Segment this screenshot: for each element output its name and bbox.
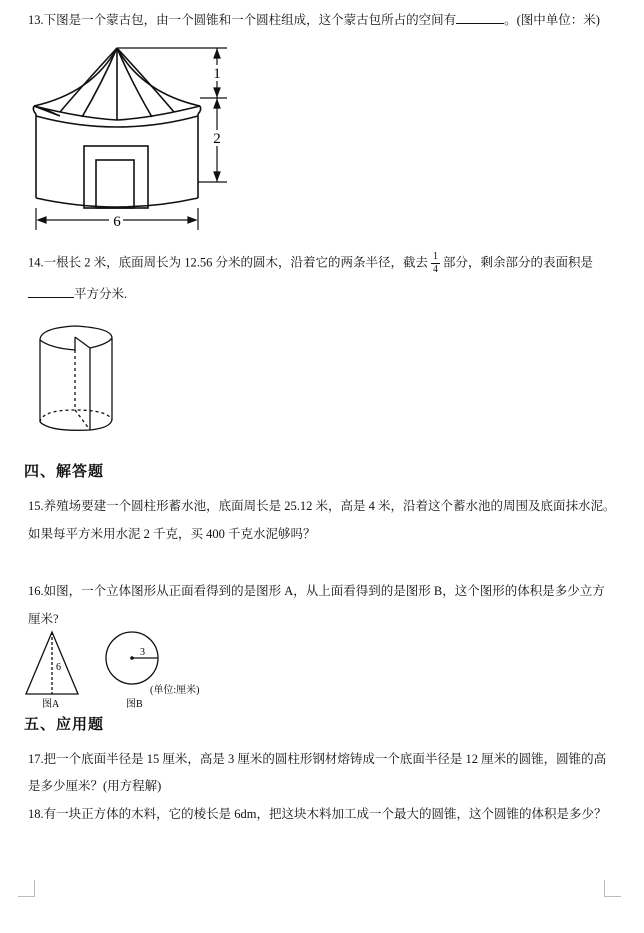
q13-answer-blank[interactable] [456, 11, 504, 24]
q14-line2-text: 平方分米. [74, 287, 128, 301]
cut-cylinder-figure [30, 322, 130, 442]
figure-a-label: 图A [42, 699, 60, 710]
q17-line1: 17.把一个底面半径是 15 厘米，高是 3 厘米的圆柱形钢材熔铸成一个底面半径是 12 厘米的圆锥，圆锥的高 [28, 752, 607, 766]
figure-a-height-label: 6 [56, 662, 61, 673]
q14-text-before: 14.一根长 2 米，底面周长为 12.56 分米的圆木，沿着它的两条半径，截去 [28, 255, 429, 270]
q13-text [28, 11, 600, 28]
corner-mark-bottom-left [18, 880, 35, 897]
q16-line2: 厘米? [28, 612, 59, 626]
figure-a-triangle [26, 632, 78, 694]
figure-b-center-dot [130, 656, 134, 660]
q13-text-after: 。(图中单位：米) [504, 13, 600, 27]
unit-note: (单位:厘米) [150, 685, 200, 696]
section-5-title: 五、应用题 [24, 717, 105, 733]
q14-line2 [28, 285, 127, 302]
q17-line2: 是多少厘米？(用方程解) [28, 779, 162, 793]
yurt-roof-height-label: 1 [213, 66, 221, 82]
corner-mark-bottom-right [604, 880, 621, 897]
q14-text [28, 252, 593, 275]
q16-line1: 16.如图，一个立体图形从正面看得到的是图形 A，从上面看得到的是图形 B，这个图形的体积是多少立方 [28, 584, 605, 598]
q18-line1: 18.有一块正方体的木料，它的棱长是 6dm，把这块木料加工成一个最大的圆锥，这个圆锥的体积是多少？ [28, 807, 607, 821]
yurt-width-label: 6 [113, 214, 121, 230]
q14-answer-blank[interactable] [28, 285, 74, 298]
figure-b-label: 图B [126, 699, 143, 710]
q14-fraction [431, 252, 440, 275]
yurt-body-height-label: 2 [213, 131, 221, 147]
q14-frac-denominator: 4 [433, 264, 439, 275]
yurt-figure [22, 38, 242, 238]
q16-figures [20, 628, 210, 713]
yurt-door [84, 146, 148, 208]
q15-line1: 15.养殖场要建一个圆柱形蓄水池，底面周长是 25.12 米，高是 4 米，沿着这个蓄水池的周围及底面抹水泥。 [28, 499, 616, 513]
yurt-roof [33, 48, 200, 120]
section-4-title: 四、解答题 [24, 464, 105, 480]
q14-frac-numerator: 1 [433, 251, 439, 262]
q13-text-before: 13.下图是一个蒙古包，由一个圆锥和一个圆柱组成，这个蒙古包所占的空间有 [28, 13, 457, 27]
figure-b-radius-label: 3 [140, 647, 145, 658]
q14-text-after: 部分，剩余部分的表面积是 [443, 255, 594, 270]
q15-line2: 如果每平方米用水泥 2 千克，买 400 千克水泥够吗？ [28, 527, 316, 541]
